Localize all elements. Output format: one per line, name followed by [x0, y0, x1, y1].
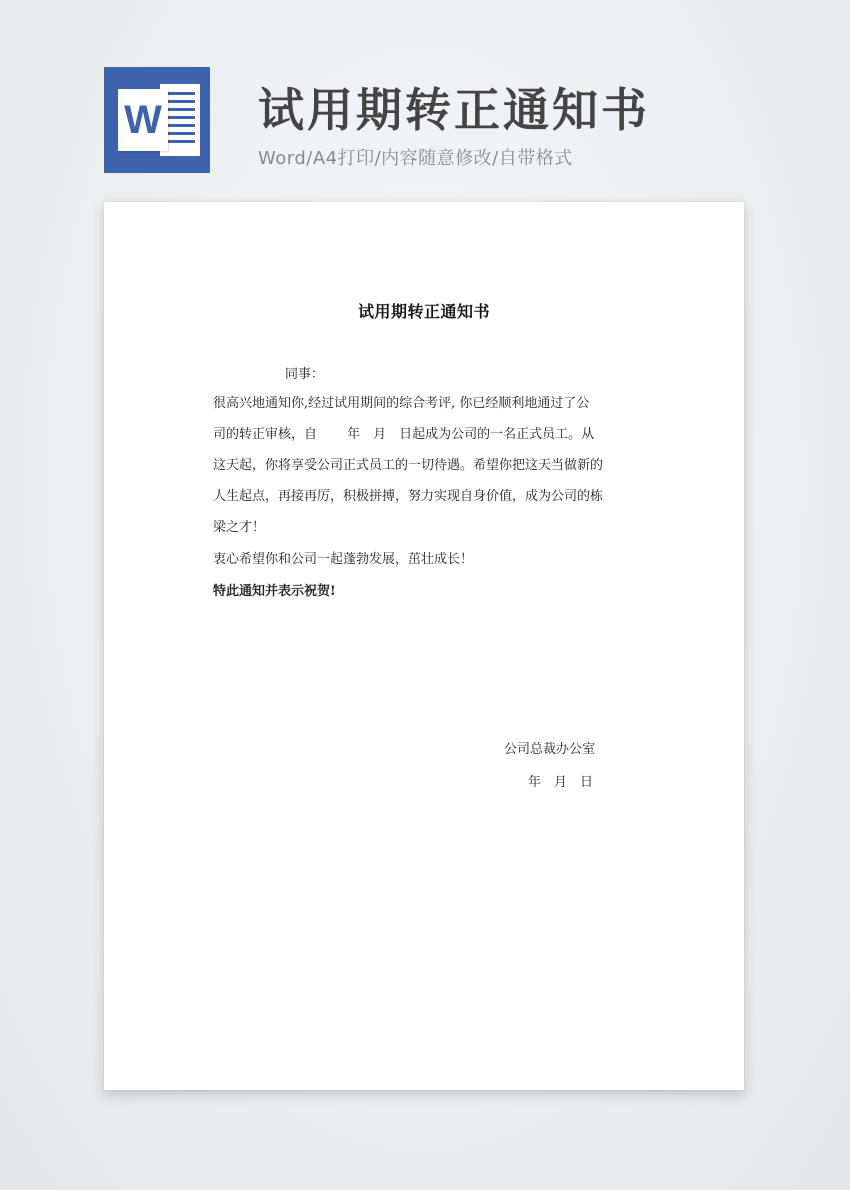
document-title: 试用期转正通知书	[357, 302, 490, 321]
signature-organization: 公司总裁办公室	[504, 742, 596, 757]
signature-date: 年 月 日	[528, 775, 594, 790]
word-document-icon	[104, 67, 210, 173]
body-line: 人生起点，再接再厉，积极拼搏，努力实现自身价值，成为公司的栋	[213, 489, 604, 504]
page-subtitle: Word/A4打印/内容随意修改/自带格式	[258, 148, 573, 169]
body-line: 很高兴地通知你,经过试用期间的综合考评, 你已经顺利地通过了公	[213, 396, 590, 411]
document-page	[104, 202, 744, 1090]
body-line: 司的转正审核，自 年 月 日起成为公司的一名正式员工。从	[213, 427, 595, 442]
word-logo-letter: W	[124, 98, 162, 142]
body-line: 梁之才！	[213, 520, 266, 535]
body-line: 这天起，你将享受公司正式员工的一切待遇。希望你把这天当做新的	[213, 458, 604, 473]
page-title: 试用期转正通知书	[258, 83, 650, 137]
closing-line: 特此通知并表示祝贺!	[213, 584, 336, 599]
body-line: 衷心希望你和公司一起蓬勃发展，茁壮成长！	[213, 552, 474, 567]
header	[0, 0, 850, 200]
document-salutation: 同事：	[285, 367, 325, 382]
